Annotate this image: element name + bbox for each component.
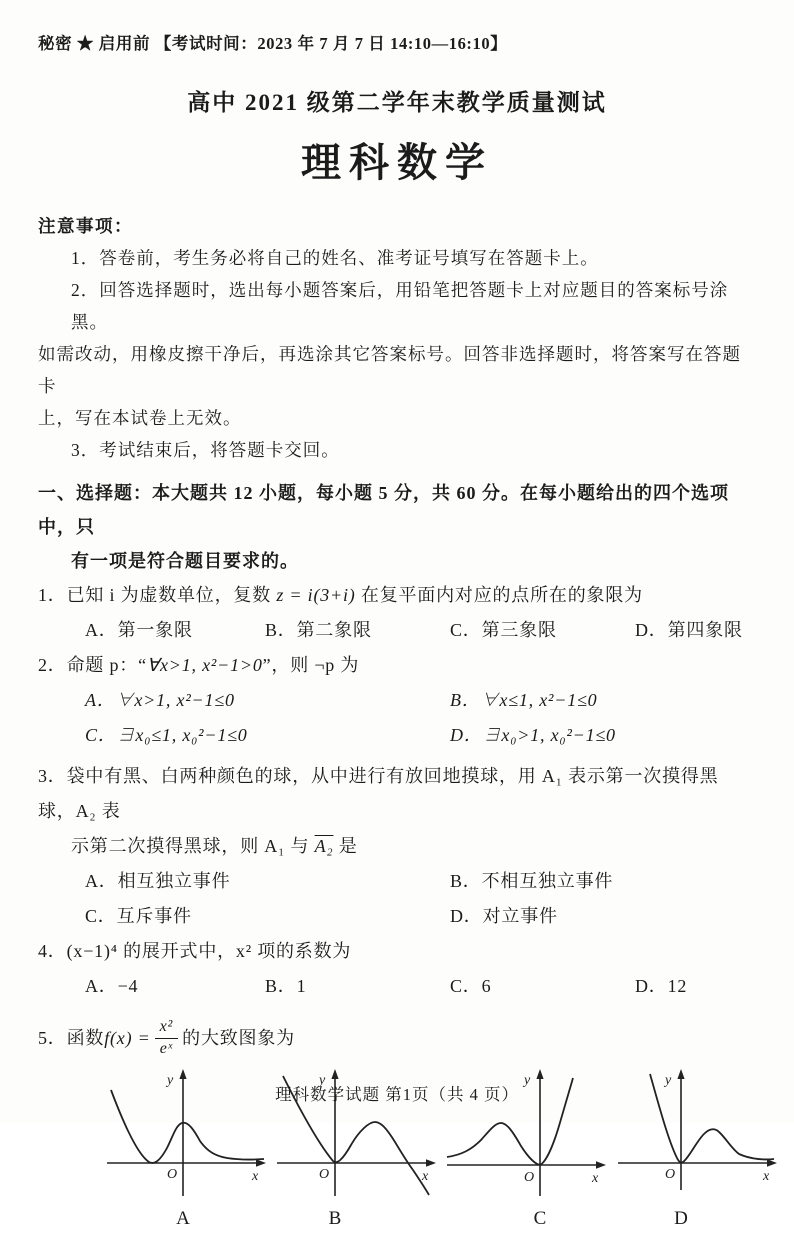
q1-option-c: C．第三象限: [450, 620, 557, 640]
q5-stem-text-post: 的大致图象为: [182, 1027, 295, 1048]
question-1-stem: [38, 578, 756, 613]
q1-option-b: B．第二象限: [265, 620, 372, 640]
q3-option-a: A．相互独立事件: [85, 871, 231, 891]
x-axis-label: x: [422, 1169, 429, 1184]
exam-title: 高中 2021 级第二学年末教学质量测试: [187, 90, 607, 115]
question-3: [38, 759, 756, 934]
q2-option-d: D．∃x₀>1, x₀²−1≤0: [450, 725, 616, 745]
x-axis-label: x: [252, 1169, 259, 1184]
q2-option-c: C．∃x₀≤1, x₀²−1≤0: [85, 725, 248, 745]
q3-event-complement: A₂: [314, 836, 334, 856]
section-1-choice-heading: [38, 476, 756, 578]
question-5-stem: [38, 1012, 756, 1064]
x-axis-arrow-icon: [596, 1161, 606, 1169]
origin-label: O: [319, 1167, 330, 1182]
question-3-stem-line-2: [38, 829, 756, 864]
y-axis-label: y: [665, 1073, 672, 1088]
graph-label-a: A: [176, 1208, 190, 1229]
q1-option-d: D．第四象限: [635, 620, 743, 640]
q5-fraction-numerator: x²: [155, 1018, 179, 1038]
q1-stem-text-post: 在复平面内对应的点所在的象限为: [355, 585, 643, 605]
notices-heading: 注意事项：: [38, 216, 133, 236]
section-heading-line-1: 一、选择题：本大题共 12 小题，每小题 5 分，共 60 分。在每小题给出的四个选项中，只: [38, 483, 729, 537]
q5-fraction: [155, 1018, 179, 1058]
notice-line-2: 2．回答选择题时，选出每小题答案后，用铅笔把答题卡上对应题目的答案标号涂黑。: [71, 280, 729, 332]
question-2: [38, 648, 756, 753]
question-2-stem: [38, 648, 756, 683]
q3-option-b: B．不相互独立事件: [450, 871, 614, 891]
q2-stem-text: 2．命题 p：“: [38, 655, 147, 675]
x-axis-arrow-icon: [256, 1159, 266, 1167]
q1-stem-text: 1．已知 i 为虚数单位，复数: [38, 585, 277, 605]
question-1-options: [38, 613, 756, 648]
x-axis-arrow-icon: [426, 1159, 436, 1167]
x-axis-arrow-icon: [767, 1159, 777, 1167]
question-4-stem: 4．(x−1)⁴ 的展开式中，x² 项的系数为: [38, 941, 352, 961]
y-axis-label: y: [167, 1073, 174, 1088]
x-axis-label: x: [763, 1169, 770, 1184]
x-axis-label: x: [592, 1171, 599, 1186]
y-axis-arrow-icon: [331, 1069, 338, 1079]
question-4-options: [38, 969, 756, 1004]
q5-stem-text: 5．函数: [38, 1027, 105, 1048]
y-axis-arrow-icon: [179, 1069, 186, 1079]
q3-stem-text-post: 是: [333, 836, 358, 856]
question-3-options-row-2: [38, 899, 756, 934]
q2-option-a: A．∀x>1, x²−1≤0: [85, 690, 235, 710]
q2-stem-text-post: ”，则 ¬p 为: [262, 655, 360, 675]
page-footer: 理科数学试题 第1页（共 4 页）: [275, 1085, 519, 1104]
graph-label-d: D: [674, 1208, 688, 1229]
y-axis-label: y: [319, 1073, 326, 1088]
q5-function-name: f(x) =: [104, 1027, 151, 1048]
notice-line-5: 3．考试结束后，将答题卡交回。: [71, 440, 340, 460]
notice-line-1: 1．答卷前，考生务必将自己的姓名、准考证号填写在答题卡上。: [71, 248, 599, 268]
q1-option-a: A．第一象限: [85, 620, 193, 640]
y-axis-arrow-icon: [536, 1069, 543, 1079]
q1-formula: z = i(3+i): [276, 585, 356, 605]
section-heading-line-2: 有一项是符合题目要求的。: [71, 551, 299, 571]
exam-subject-title: 理科数学: [301, 140, 493, 185]
y-axis-label: y: [524, 1073, 531, 1088]
notice-line-3: 如需改动，用橡皮擦干净后，再选涂其它答案标号。回答非选择题时，将答案写在答题卡: [38, 344, 741, 396]
q4-option-d: D．12: [635, 976, 688, 996]
q4-option-c: C．6: [450, 976, 492, 996]
origin-label: O: [524, 1170, 535, 1185]
graph-label-c: C: [533, 1208, 547, 1229]
origin-label: O: [167, 1167, 178, 1182]
notice-line-4: 上，写在本试卷上无效。: [38, 408, 242, 428]
q2-option-b: B．∀x≤1, x²−1≤0: [450, 690, 598, 710]
q5-fraction-denominator: eˣ: [159, 1039, 173, 1057]
q4-option-b: B．1: [265, 976, 307, 996]
q4-option-a: A．−4: [85, 976, 139, 996]
question-4: [38, 934, 756, 1004]
q3-option-d: D．对立事件: [450, 906, 558, 926]
origin-label: O: [665, 1167, 676, 1182]
q2-formula: ∀x>1, x²−1>0: [146, 655, 263, 675]
q3-option-c: C．互斥事件: [85, 906, 192, 926]
exam-security-header: 秘密 ★ 启用前 【考试时间：2023 年 7 月 7 日 14:10—16:10】: [38, 34, 508, 53]
graph-label-b: B: [328, 1208, 342, 1229]
exam-notices: [38, 210, 756, 466]
q3-stem-text: 示第二次摸得黑球，则 A₁ 与: [71, 836, 315, 856]
y-axis-arrow-icon: [677, 1069, 684, 1079]
question-3-options-row-1: [38, 864, 756, 899]
question-1: [38, 578, 756, 648]
question-2-options-row-2: [38, 718, 756, 753]
question-2-options-row-1: [38, 683, 756, 718]
question-3-stem-line-1: 3．袋中有黑、白两种颜色的球，从中进行有放回地摸球，用 A₁ 表示第一次摸得黑球，A₂ 表: [38, 766, 719, 821]
